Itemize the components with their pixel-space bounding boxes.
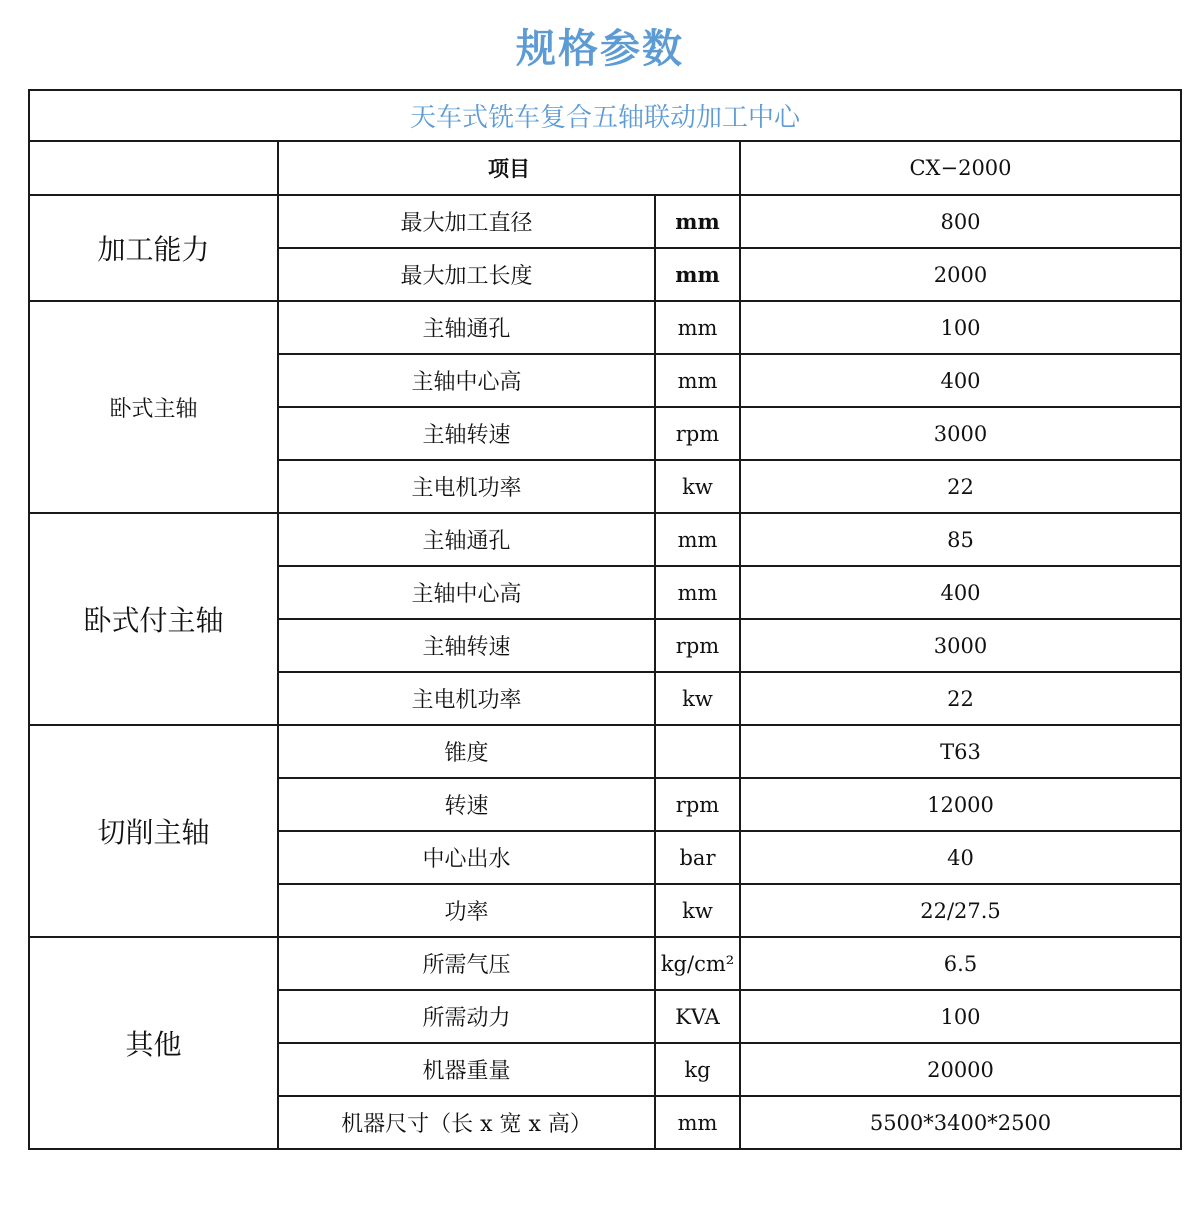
item-cell: 中心出水	[278, 831, 655, 884]
category-cell: 其他	[29, 937, 278, 1149]
value-cell: 22	[740, 672, 1181, 725]
header-blank-cell	[29, 141, 278, 195]
value-cell: 400	[740, 354, 1181, 407]
item-cell: 机器重量	[278, 1043, 655, 1096]
unit-cell: mm	[655, 195, 740, 248]
value-cell: 20000	[740, 1043, 1181, 1096]
table-subtitle: 天车式铣车复合五轴联动加工中心	[29, 90, 1181, 141]
table-header-row	[29, 141, 1181, 195]
item-cell: 主轴中心高	[278, 566, 655, 619]
unit-cell: mm	[655, 248, 740, 301]
value-cell: 3000	[740, 619, 1181, 672]
item-cell: 最大加工长度	[278, 248, 655, 301]
value-cell: 3000	[740, 407, 1181, 460]
unit-cell: mm	[655, 301, 740, 354]
unit-cell: rpm	[655, 619, 740, 672]
unit-cell: mm	[655, 566, 740, 619]
unit-cell: KVA	[655, 990, 740, 1043]
value-cell: 100	[740, 301, 1181, 354]
unit-cell: kw	[655, 460, 740, 513]
item-cell: 主轴转速	[278, 619, 655, 672]
item-cell: 主轴中心高	[278, 354, 655, 407]
table-row	[29, 937, 1181, 990]
unit-cell: rpm	[655, 778, 740, 831]
category-cell: 卧式主轴	[29, 301, 278, 513]
item-cell: 转速	[278, 778, 655, 831]
item-cell: 主轴通孔	[278, 301, 655, 354]
item-cell: 所需动力	[278, 990, 655, 1043]
header-model: CX−2000	[740, 141, 1181, 195]
unit-cell	[655, 725, 740, 778]
value-cell: 800	[740, 195, 1181, 248]
unit-cell: bar	[655, 831, 740, 884]
spec-table	[28, 89, 1182, 1150]
unit-cell: kg	[655, 1043, 740, 1096]
value-cell: 400	[740, 566, 1181, 619]
item-cell: 主轴通孔	[278, 513, 655, 566]
table-row	[29, 301, 1181, 354]
category-cell: 卧式付主轴	[29, 513, 278, 725]
unit-cell: rpm	[655, 407, 740, 460]
item-cell: 主轴转速	[278, 407, 655, 460]
unit-cell: kw	[655, 672, 740, 725]
item-cell: 主电机功率	[278, 460, 655, 513]
value-cell: T63	[740, 725, 1181, 778]
unit-cell: kw	[655, 884, 740, 937]
value-cell: 22/27.5	[740, 884, 1181, 937]
item-cell: 机器尺寸（长 x 宽 x 高）	[278, 1096, 655, 1149]
value-cell: 5500*3400*2500	[740, 1096, 1181, 1149]
unit-cell: mm	[655, 1096, 740, 1149]
item-cell: 锥度	[278, 725, 655, 778]
value-cell: 2000	[740, 248, 1181, 301]
value-cell: 85	[740, 513, 1181, 566]
item-cell: 最大加工直径	[278, 195, 655, 248]
unit-cell: kg/cm²	[655, 937, 740, 990]
category-cell: 切削主轴	[29, 725, 278, 937]
table-row	[29, 725, 1181, 778]
value-cell: 40	[740, 831, 1181, 884]
header-item-label: 项目	[278, 141, 740, 195]
item-cell: 所需气压	[278, 937, 655, 990]
value-cell: 6.5	[740, 937, 1181, 990]
unit-cell: mm	[655, 513, 740, 566]
unit-cell: mm	[655, 354, 740, 407]
page-title: 规格参数	[516, 26, 684, 72]
category-cell: 加工能力	[29, 195, 278, 301]
table-row	[29, 195, 1181, 248]
value-cell: 12000	[740, 778, 1181, 831]
item-cell: 主电机功率	[278, 672, 655, 725]
value-cell: 100	[740, 990, 1181, 1043]
value-cell: 22	[740, 460, 1181, 513]
table-row	[29, 513, 1181, 566]
item-cell: 功率	[278, 884, 655, 937]
